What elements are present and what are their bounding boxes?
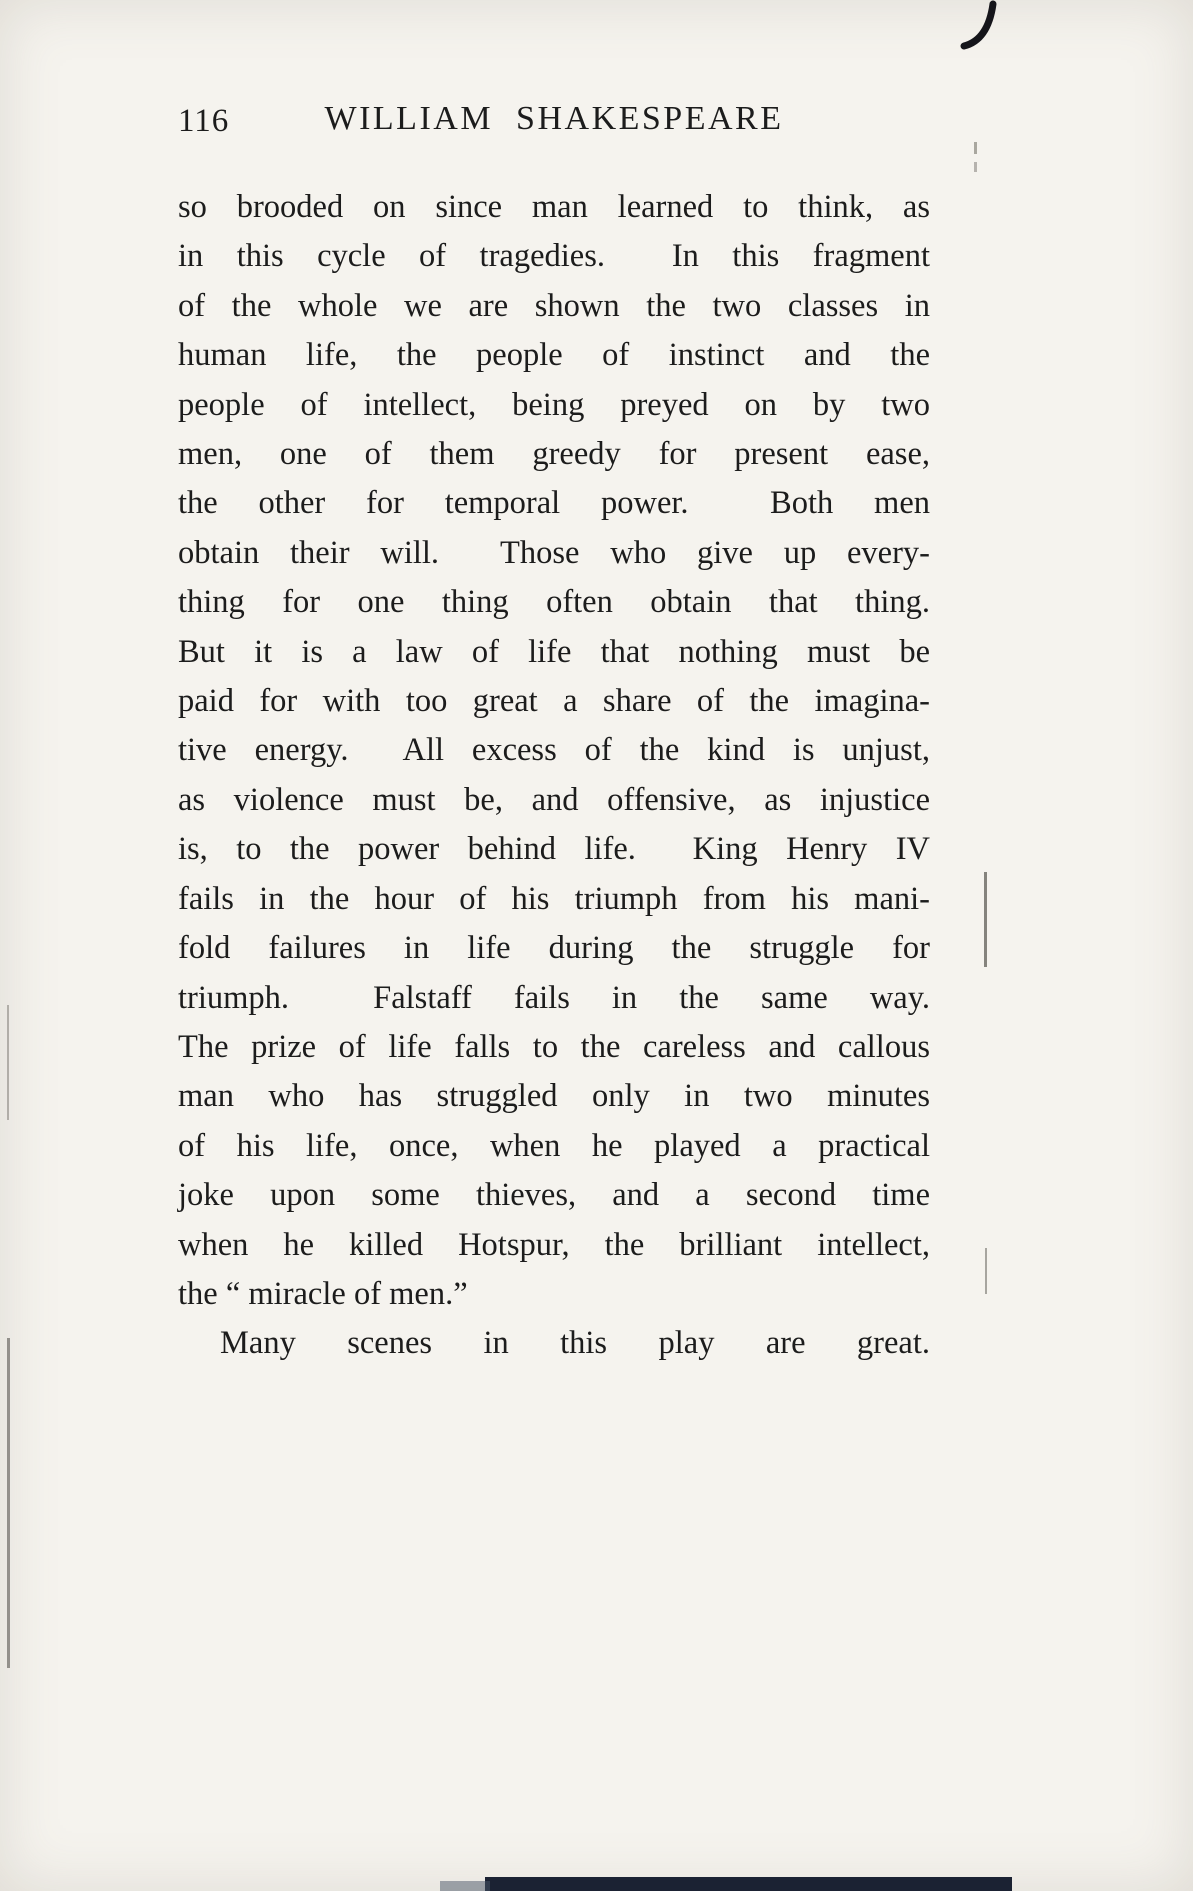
scan-mark-top-right-corner: [958, 0, 1004, 57]
text-line: The prize of life falls to the careless and callous: [178, 1028, 930, 1065]
text-line: is, to the power behind life. King Henry IV: [178, 831, 930, 868]
text-line: the “ miracle of men.”: [178, 1275, 468, 1312]
page-header: [178, 100, 930, 148]
text-line: of his life, once, when he played a practical: [178, 1127, 930, 1164]
text-line: man who has struggled only in two minutes: [178, 1078, 930, 1115]
text-line: Many scenes in this play are great.: [220, 1325, 930, 1362]
scan-mark-right-tick: [974, 142, 977, 154]
text-line: human life, the people of instinct and the: [178, 337, 930, 374]
scan-mark-bottom-strip-fade: [440, 1881, 490, 1891]
scan-mark-bottom-strip: [485, 1877, 1012, 1891]
text-line: But it is a law of life that nothing must be: [178, 633, 930, 670]
text-line: the other for temporal power. Both men: [178, 485, 930, 522]
text-line: men, one of them greedy for present ease,: [178, 436, 930, 473]
text-line: triumph. Falstaff fails in the same way.: [178, 979, 930, 1016]
text-line: tive energy. All excess of the kind is unjust,: [178, 732, 930, 769]
page-number: 116: [178, 103, 230, 139]
text-line: thing for one thing often obtain that thing.: [178, 584, 930, 621]
text-line: of the whole we are shown the two classes in: [178, 287, 930, 324]
text-line: when he killed Hotspur, the brilliant intellect,: [178, 1226, 930, 1263]
text-line: people of intellect, being preyed on by two: [178, 386, 930, 423]
text-line: as violence must be, and offensive, as injustice: [178, 781, 930, 818]
scan-mark-right-tick: [974, 162, 977, 172]
scan-mark-right-edge-line: [985, 1248, 987, 1294]
scan-mark-left-edge-line: [7, 1338, 10, 1668]
scan-mark-right-edge-line: [984, 872, 987, 967]
text-line: paid for with too great a share of the imagina-: [178, 683, 930, 720]
text-line: obtain their will. Those who give up every-: [178, 534, 930, 571]
text-line: so brooded on since man learned to think, as: [178, 189, 930, 225]
running-title: WILLIAM SHAKESPEARE: [324, 100, 784, 137]
text-column: [178, 0, 930, 1369]
text-line: fold failures in life during the struggle for: [178, 930, 930, 967]
text-line: joke upon some thieves, and a second time: [178, 1177, 930, 1214]
scan-mark-left-edge-line: [7, 1005, 9, 1120]
text-line: in this cycle of tragedies. In this fragment: [178, 238, 930, 275]
body-text: [178, 183, 930, 1369]
text-line: fails in the hour of his triumph from his mani-: [178, 880, 930, 917]
